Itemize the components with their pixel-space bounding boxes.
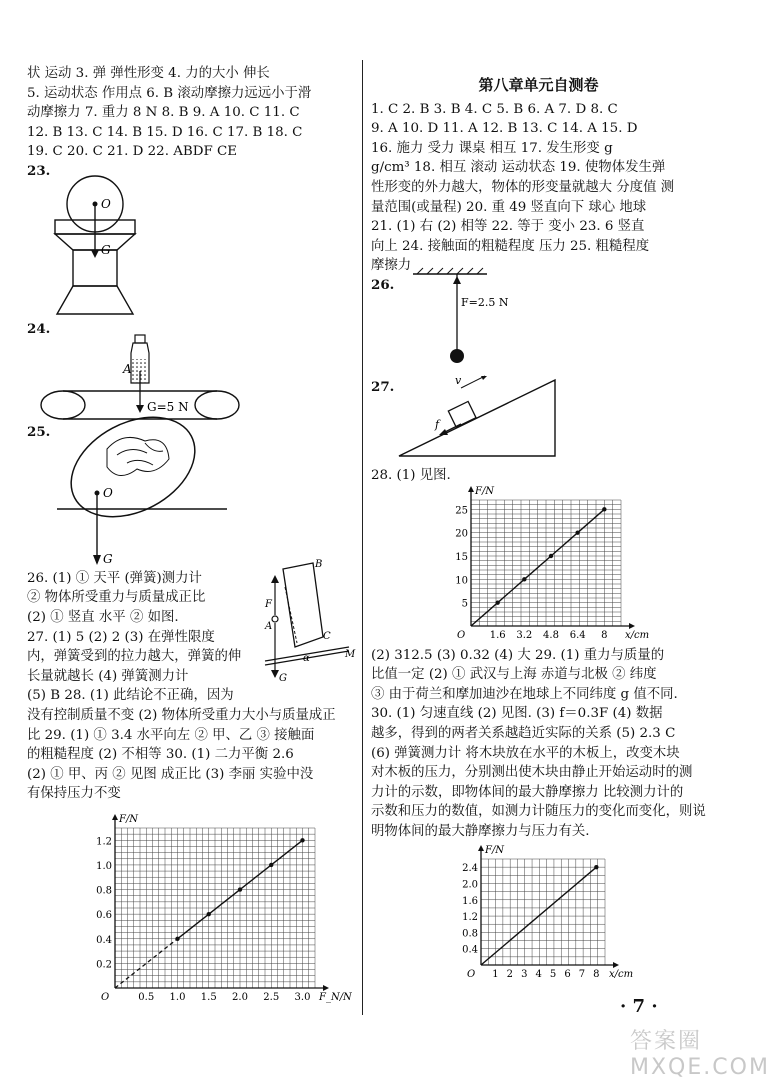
answer-line: 摩擦力 — [371, 258, 412, 274]
x-axis-arrow — [629, 623, 635, 629]
answer-line: 状 运动 3. 弹 弹性形变 4. 力的大小 伸长 — [27, 66, 270, 81]
data-point — [207, 912, 211, 916]
y-tick-label: 1.2 — [96, 836, 112, 848]
answer-line: (2) ① 竖直 水平 ② 如图. — [27, 609, 179, 625]
figure-26-incline — [265, 557, 356, 684]
fig26r-force-label: F=2.5 N — [461, 295, 509, 309]
y-tick-label: 15 — [455, 551, 468, 563]
data-point — [594, 865, 598, 869]
answer-line: 1. C 2. B 3. B 4. C 5. B 6. A 7. D 8. C — [371, 101, 618, 117]
y-tick-label: 10 — [455, 574, 468, 586]
y-axis-label: F/N — [475, 485, 495, 497]
graph-force-vs-extension — [431, 486, 651, 646]
figure-26-hanging-ball — [401, 268, 521, 364]
chapter-title: 第八章单元自测卷 — [478, 76, 599, 94]
answer-line: 21. (1) 右 (2) 相等 22. 等于 变小 23. 6 竖直 — [371, 219, 645, 235]
answer-line: 动摩擦力 7. 重力 8 N 8. B 9. A 10. C 11. C — [27, 105, 300, 121]
column-divider — [362, 60, 363, 1015]
x-tick-label: 3.0 — [294, 991, 311, 1003]
fig26-label-B: B — [315, 558, 323, 570]
fig26-label-A: A — [265, 620, 273, 632]
x-tick-label: 1.0 — [169, 991, 186, 1003]
fig26-label-C: C — [323, 630, 331, 642]
y-tick-label: 0.4 — [96, 934, 112, 946]
origin-label: O — [467, 969, 476, 981]
x-tick-label: 8 — [601, 629, 608, 641]
answer-line: 内，弹簧受到的拉力越大，弹簧的伸 — [27, 649, 242, 665]
data-point — [175, 936, 179, 940]
fig26-label-alpha: α — [303, 652, 310, 664]
x-tick-label: 3 — [521, 969, 528, 981]
x-tick-label: 4 — [535, 969, 542, 981]
y-tick-label: 0.6 — [96, 910, 112, 922]
x-tick-label: 7 — [578, 969, 586, 981]
answer-line: ② 物体所受重力与质量成正比 — [27, 590, 206, 606]
x-tick-label: 6.4 — [569, 629, 586, 641]
data-point — [300, 838, 304, 842]
answer-line: 27. (1) 5 (2) 2 (3) 在弹性限度 — [27, 629, 215, 645]
fig25-label-O: O — [103, 485, 113, 500]
x-tick-label: 4.8 — [543, 629, 559, 641]
answer-line: 对木板的压力，分别测出使木块由静止开始运动时的测 — [371, 765, 693, 781]
x-axis-arrow — [323, 985, 329, 991]
fig23-label-O: O — [101, 196, 111, 211]
graph-force-vs-x — [441, 847, 641, 987]
fig25-label-G: G — [103, 551, 113, 566]
left-column — [27, 64, 357, 1012]
figure-23 — [27, 176, 357, 316]
y-axis-arrow — [468, 486, 474, 492]
answer-line: 越多，得到的两者关系越趋近实际的关系 (5) 2.3 C — [371, 725, 676, 741]
question-24-label: 24. — [27, 320, 51, 337]
answer-line: (6) 弹簧测力计 将木块放在水平的木板上，改变木块 — [371, 745, 680, 761]
x-tick-label: 6 — [564, 969, 571, 981]
x-tick-label: 8 — [593, 969, 600, 981]
answer-line: 9. A 10. D 11. A 12. B 13. C 14. A 15. D — [371, 121, 638, 137]
y-tick-label: 1.2 — [462, 912, 478, 924]
x-tick-label: 2.5 — [263, 991, 280, 1003]
y-tick-label: 1.6 — [462, 896, 478, 908]
answer-line: 16. 施力 受力 课桌 相互 17. 发生形变 g — [371, 140, 613, 156]
y-tick-label: 25 — [455, 504, 468, 516]
answer-line: 5. 运动状态 作用点 6. B 滚动摩擦力远远小于滑 — [27, 85, 312, 101]
origin-label: O — [101, 991, 110, 1003]
x-tick-label: 0.5 — [138, 991, 155, 1003]
answer-line: 比值一定 (2) ① 武汉与上海 赤道与北极 ② 纬度 — [371, 667, 657, 683]
y-tick-label: 5 — [461, 598, 468, 610]
answer-line: 19. C 20. C 21. D 22. ABDF CE — [27, 144, 238, 160]
figure-25 — [27, 429, 357, 569]
y-tick-label: 0.8 — [96, 885, 112, 897]
answer-line: g/cm³ 18. 相互 滚动 运动状态 19. 使物体发生弹 — [371, 160, 666, 176]
x-tick-label: 5 — [549, 969, 557, 981]
x-axis-arrow — [613, 962, 619, 968]
answer-line: (2) 312.5 (3) 0.32 (4) 大 29. (1) 重力与质量的 — [371, 647, 665, 663]
answer-line: 长量就越长 (4) 弹簧测力计 — [27, 668, 189, 684]
x-axis-label: x/cm — [625, 629, 650, 641]
answer-line: (5) B 28. (1) 此结论不正确，因为 — [27, 688, 234, 704]
watermark: 答案圈 MXQE.COM — [630, 1029, 770, 1080]
question-23-label: 23. — [27, 162, 51, 179]
question-26-label: 26. — [371, 276, 395, 293]
page-number: · 7 · — [620, 996, 658, 1017]
y-tick-label: 1.0 — [96, 860, 112, 872]
answer-line: 量范围(或量程) 20. 重 49 竖直向下 球心 地球 — [371, 199, 647, 215]
y-tick-label: 2.4 — [462, 863, 478, 875]
x-tick-label: 1 — [492, 969, 499, 981]
question-27-label: 27. — [371, 378, 395, 395]
answer-line: 的粗糙程度 (2) 不相等 30. (1) 二力平衡 2.6 — [27, 747, 294, 763]
x-tick-label: 1.6 — [489, 629, 506, 641]
y-axis-arrow — [478, 845, 484, 851]
y-tick-label: 20 — [455, 528, 468, 540]
question-25-label: 25. — [27, 424, 51, 441]
answer-line: 没有控制质量不变 (2) 物体所受重力大小与质量成正 — [27, 707, 336, 723]
fig26-label-M: M — [345, 648, 356, 660]
figure-27-incline — [395, 373, 565, 460]
data-point — [269, 863, 273, 867]
y-tick-label: 0.2 — [96, 959, 112, 971]
data-point — [522, 577, 526, 581]
answer-line: 明物体间的最大静摩擦力与压力有关. — [371, 823, 590, 839]
data-point — [495, 600, 499, 604]
answer-line: 26. (1) ① 天平 (弹簧)测力计 — [27, 570, 202, 586]
answer-line: 比 29. (1) ① 3.4 水平向左 ② 甲、乙 ③ 接触面 — [27, 727, 315, 743]
figure-24 — [27, 329, 357, 419]
x-tick-label: 1.5 — [200, 991, 217, 1003]
answer-line: 力计的示数，即物体间的最大静摩擦力 比较测力计的 — [371, 784, 684, 800]
x-axis-label: x/cm — [609, 969, 634, 981]
answer-line: 12. B 13. C 14. B 15. D 16. C 17. B 18. C — [27, 124, 303, 140]
answer-line: 30. (1) 匀速直线 (2) 见图. (3) f＝0.3F (4) 数据 — [371, 706, 663, 722]
fig26-label-F: F — [265, 598, 272, 610]
data-point — [549, 553, 553, 557]
y-tick-label: 2.0 — [462, 879, 478, 891]
y-tick-label: 0.4 — [462, 945, 478, 957]
y-axis-label: F/N — [119, 813, 139, 825]
fig27-label-f: f — [435, 417, 440, 431]
answer-line: 有保持压力不变 — [27, 786, 121, 802]
y-tick-label: 0.8 — [462, 928, 478, 940]
x-tick-label: 2.0 — [232, 991, 248, 1003]
answer-line: 性形变的外力越大，物体的形变量就越大 分度值 测 — [371, 179, 675, 195]
y-axis-arrow — [112, 814, 118, 820]
answer-line: 向上 24. 接触面的粗糙程度 压力 25. 粗糙程度 — [371, 238, 650, 254]
answer-line: ③ 由于荷兰和摩加迪沙在地球上不同纬度 g 值不同. — [371, 686, 678, 702]
answer-line: 示数和压力的数值，如测力计随压力的变化而变化，则说 — [371, 804, 706, 820]
data-point — [238, 887, 242, 891]
x-axis-label: F_N/N — [319, 991, 352, 1003]
fig26-label-G: G — [279, 672, 287, 684]
graph-friction-vs-pressure — [57, 812, 357, 1012]
y-axis-label: F/N — [485, 845, 505, 857]
data-point — [575, 530, 579, 534]
answer-line: 28. (1) 见图. — [371, 467, 451, 483]
answer-line: (2) ① 甲、丙 ② 见图 成正比 (3) 李丽 实验中没 — [27, 766, 314, 782]
x-tick-label: 2 — [506, 969, 514, 981]
right-column — [371, 76, 706, 987]
data-point — [602, 507, 606, 511]
origin-label: O — [457, 629, 466, 641]
x-tick-label: 3.2 — [516, 629, 533, 641]
fig24-label-G: G=5 N — [147, 400, 189, 415]
fig27-label-v: v — [455, 373, 462, 387]
fig24-label-A: A — [123, 362, 132, 377]
fig23-label-G: G — [101, 242, 111, 257]
